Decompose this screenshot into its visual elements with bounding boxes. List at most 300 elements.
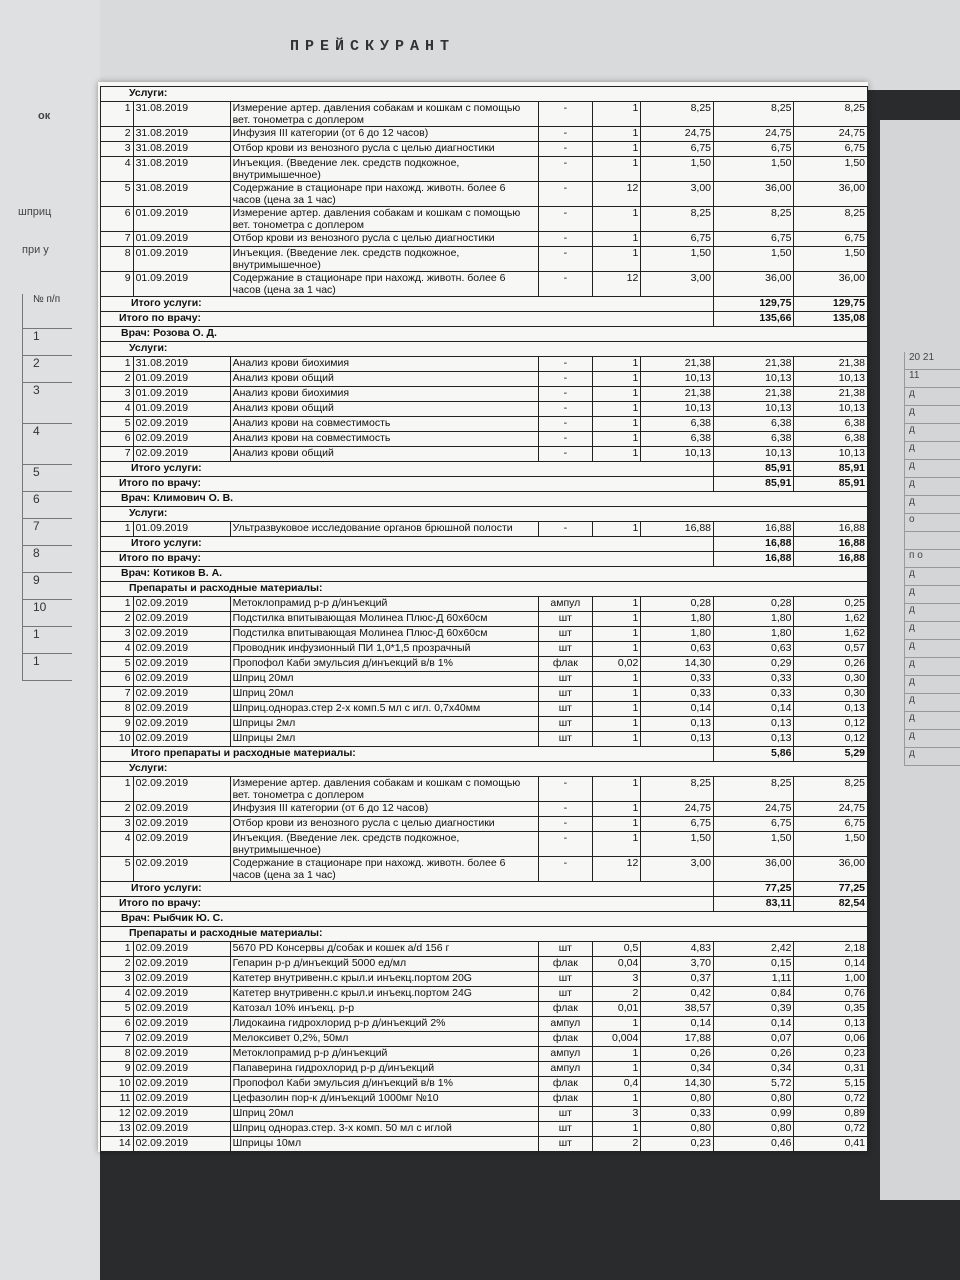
row-unit: шт: [538, 702, 592, 717]
doctor-name: Врач: Розова О. Д.: [101, 327, 868, 342]
total-sum-discounted: 85,91: [794, 477, 868, 492]
row-index: 14: [101, 1137, 134, 1152]
row-unit: -: [538, 417, 592, 432]
table-row: [101, 1137, 868, 1152]
row-description: Анализ крови биохимия: [230, 357, 538, 372]
row-quantity: 0,4: [592, 1077, 640, 1092]
row-sum-discounted: 0,13: [794, 702, 868, 717]
row-sum-discounted: 1,62: [794, 627, 868, 642]
price-list-page: [98, 82, 868, 1152]
table-row: [101, 972, 868, 987]
row-price: 10,13: [641, 372, 714, 387]
table-row: [101, 802, 868, 817]
row-index: 2: [101, 127, 134, 142]
row-quantity: 1: [592, 687, 640, 702]
row-index: 13: [101, 1122, 134, 1137]
row-description: Инъекция. (Введение лек. средств подкожное, внутримышечное): [230, 157, 538, 182]
subtotal-row: [101, 462, 868, 477]
row-index: 2: [101, 372, 134, 387]
row-quantity: 1: [592, 387, 640, 402]
row-price: 1,80: [641, 612, 714, 627]
row-date: 02.09.2019: [133, 732, 230, 747]
row-unit: -: [538, 857, 592, 882]
right-grid-cell: п о: [904, 550, 960, 568]
row-sum: 36,00: [714, 272, 794, 297]
total-label: Итого по врачу:: [101, 477, 714, 492]
row-price: 3,70: [641, 957, 714, 972]
row-description: Шприц 20мл: [230, 687, 538, 702]
right-grid-cell: д: [904, 730, 960, 748]
row-date: 02.09.2019: [133, 432, 230, 447]
row-sum: 0,99: [714, 1107, 794, 1122]
row-description: Катозал 10% инъекц. р-р: [230, 1002, 538, 1017]
row-sum-discounted: 0,23: [794, 1047, 868, 1062]
left-grid-cell: 1: [22, 654, 72, 681]
row-sum: 0,33: [714, 687, 794, 702]
row-sum: 10,13: [714, 402, 794, 417]
row-sum: 0,15: [714, 957, 794, 972]
row-description: Содержание в стационаре при нахожд. животн. более 6 часов (цена за 1 час): [230, 857, 538, 882]
table-row: [101, 182, 868, 207]
row-price: 3,00: [641, 857, 714, 882]
row-sum-discounted: 0,41: [794, 1137, 868, 1152]
row-price: 0,63: [641, 642, 714, 657]
row-price: 38,57: [641, 1002, 714, 1017]
row-unit: -: [538, 447, 592, 462]
row-date: 31.08.2019: [133, 182, 230, 207]
row-date: 02.09.2019: [133, 672, 230, 687]
row-date: 02.09.2019: [133, 857, 230, 882]
row-price: 21,38: [641, 387, 714, 402]
row-unit: -: [538, 372, 592, 387]
row-sum-discounted: 0,31: [794, 1062, 868, 1077]
row-price: 6,75: [641, 142, 714, 157]
row-unit: шт: [538, 732, 592, 747]
row-sum: 0,14: [714, 702, 794, 717]
row-date: 31.08.2019: [133, 157, 230, 182]
row-price: 16,88: [641, 522, 714, 537]
right-grid-cell: д: [904, 676, 960, 694]
row-unit: -: [538, 432, 592, 447]
row-sum-discounted: 21,38: [794, 387, 868, 402]
table-row: [101, 702, 868, 717]
row-sum-discounted: 16,88: [794, 522, 868, 537]
price-table: [100, 86, 868, 1152]
row-quantity: 1: [592, 102, 640, 127]
table-row: [101, 1032, 868, 1047]
row-sum: 0,13: [714, 732, 794, 747]
row-unit: -: [538, 402, 592, 417]
side-text-1: шприц: [18, 206, 52, 218]
row-price: 8,25: [641, 207, 714, 232]
row-sum: 10,13: [714, 447, 794, 462]
row-index: 4: [101, 402, 134, 417]
row-unit: ампул: [538, 1017, 592, 1032]
row-price: 3,00: [641, 272, 714, 297]
row-sum: 6,75: [714, 142, 794, 157]
row-description: Отбор крови из венозного русла с целью диагностики: [230, 232, 538, 247]
row-date: 02.09.2019: [133, 687, 230, 702]
row-sum: 0,26: [714, 1047, 794, 1062]
row-sum-discounted: 0,30: [794, 672, 868, 687]
section-label: Препараты и расходные материалы:: [101, 582, 868, 597]
row-index: 6: [101, 1017, 134, 1032]
section-label: Препараты и расходные материалы:: [101, 927, 868, 942]
left-grid-cell: 8: [22, 546, 72, 573]
row-quantity: 1: [592, 247, 640, 272]
table-row: [101, 612, 868, 627]
row-description: Катетер внутривенн.с крыл.и инъекц.портом 20G: [230, 972, 538, 987]
table-row: [101, 1092, 868, 1107]
row-sum: 6,75: [714, 232, 794, 247]
right-grid-cell: д: [904, 496, 960, 514]
table-row: [101, 1122, 868, 1137]
total-label: Итого услуги:: [101, 537, 714, 552]
row-sum-discounted: 1,50: [794, 157, 868, 182]
total-label: Итого по врачу:: [101, 312, 714, 327]
row-date: 02.09.2019: [133, 597, 230, 612]
row-quantity: 1: [592, 717, 640, 732]
row-unit: шт: [538, 1137, 592, 1152]
table-row: [101, 987, 868, 1002]
row-price: 8,25: [641, 777, 714, 802]
row-date: 31.08.2019: [133, 127, 230, 142]
row-date: 02.09.2019: [133, 657, 230, 672]
right-grid-cell: о: [904, 514, 960, 532]
row-sum: 0,34: [714, 1062, 794, 1077]
row-sum-discounted: 0,30: [794, 687, 868, 702]
row-unit: шт: [538, 987, 592, 1002]
row-index: 2: [101, 802, 134, 817]
row-sum: 21,38: [714, 387, 794, 402]
doctor-name: Врач: Климович О. В.: [101, 492, 868, 507]
row-description: Инфузия III категории (от 6 до 12 часов): [230, 802, 538, 817]
row-price: 4,83: [641, 942, 714, 957]
row-description: Анализ крови общий: [230, 402, 538, 417]
row-quantity: 0,5: [592, 942, 640, 957]
row-sum-discounted: 8,25: [794, 102, 868, 127]
right-grid-header: 20 21: [904, 352, 960, 370]
subtotal-row: [101, 882, 868, 897]
row-index: 3: [101, 142, 134, 157]
doctor-total-row: [101, 477, 868, 492]
total-label: Итого по врачу:: [101, 552, 714, 567]
row-description: Инфузия III категории (от 6 до 12 часов): [230, 127, 538, 142]
total-sum: 85,91: [714, 462, 794, 477]
row-unit: флак: [538, 657, 592, 672]
table-row: [101, 817, 868, 832]
table-row: [101, 1062, 868, 1077]
right-grid-cell: д: [904, 640, 960, 658]
table-row: [101, 957, 868, 972]
row-sum: 0,28: [714, 597, 794, 612]
row-date: 02.09.2019: [133, 1002, 230, 1017]
row-date: 02.09.2019: [133, 1047, 230, 1062]
row-quantity: 1: [592, 802, 640, 817]
row-sum-discounted: 0,35: [794, 1002, 868, 1017]
row-description: Подстилка впитывающая Молинеа Плюс-Д 60х60см: [230, 612, 538, 627]
section-label: Услуги:: [101, 87, 868, 102]
row-unit: ампул: [538, 597, 592, 612]
row-description: Шприцы 2мл: [230, 717, 538, 732]
row-sum: 1,50: [714, 157, 794, 182]
total-label: Итого услуги:: [101, 882, 714, 897]
left-grid-rows: [22, 329, 72, 681]
row-index: 5: [101, 857, 134, 882]
row-sum-discounted: 10,13: [794, 402, 868, 417]
total-sum: 85,91: [714, 477, 794, 492]
section-label: Услуги:: [101, 342, 868, 357]
row-sum: 36,00: [714, 182, 794, 207]
right-grid-rows: [904, 370, 960, 766]
total-sum: 77,25: [714, 882, 794, 897]
row-description: Отбор крови из венозного русла с целью диагностики: [230, 817, 538, 832]
row-index: 4: [101, 832, 134, 857]
table-row: [101, 687, 868, 702]
row-quantity: 3: [592, 1107, 640, 1122]
row-sum: 0,33: [714, 672, 794, 687]
row-description: Лидокаина гидрохлорид р-р д/инъекций 2%: [230, 1017, 538, 1032]
right-grid-cell: д: [904, 568, 960, 586]
row-unit: -: [538, 232, 592, 247]
section-header: [101, 927, 868, 942]
row-description: Шприц.однораз.стер 2-х комп.5 мл с игл. 0,7х40мм: [230, 702, 538, 717]
subtotal-row: [101, 747, 868, 762]
row-unit: -: [538, 142, 592, 157]
right-grid-cell: д: [904, 622, 960, 640]
row-price: 0,33: [641, 672, 714, 687]
row-price: 24,75: [641, 802, 714, 817]
row-index: 3: [101, 627, 134, 642]
total-sum-discounted: 135,08: [794, 312, 868, 327]
row-index: 6: [101, 672, 134, 687]
row-quantity: 0,004: [592, 1032, 640, 1047]
row-index: 5: [101, 182, 134, 207]
row-price: 0,13: [641, 717, 714, 732]
row-quantity: 12: [592, 857, 640, 882]
table-row: [101, 657, 868, 672]
row-price: 0,23: [641, 1137, 714, 1152]
row-sum-discounted: 1,62: [794, 612, 868, 627]
total-sum: 83,11: [714, 897, 794, 912]
row-date: 01.09.2019: [133, 372, 230, 387]
row-unit: шт: [538, 687, 592, 702]
row-index: 2: [101, 957, 134, 972]
row-price: 14,30: [641, 1077, 714, 1092]
right-grid-cell: д: [904, 460, 960, 478]
total-sum-discounted: 16,88: [794, 537, 868, 552]
table-row: [101, 157, 868, 182]
doctor-header: [101, 327, 868, 342]
table-row: [101, 1017, 868, 1032]
row-quantity: 1: [592, 447, 640, 462]
row-date: 02.09.2019: [133, 1122, 230, 1137]
row-price: 0,37: [641, 972, 714, 987]
table-row: [101, 1077, 868, 1092]
section-label: Услуги:: [101, 762, 868, 777]
row-date: 02.09.2019: [133, 1107, 230, 1122]
row-index: 3: [101, 387, 134, 402]
row-unit: -: [538, 817, 592, 832]
table-row: [101, 1002, 868, 1017]
row-index: 7: [101, 1032, 134, 1047]
total-sum: 16,88: [714, 537, 794, 552]
row-quantity: 1: [592, 832, 640, 857]
subtotal-row: [101, 537, 868, 552]
row-date: 02.09.2019: [133, 627, 230, 642]
subtotal-row: [101, 297, 868, 312]
row-description: Шприцы 2мл: [230, 732, 538, 747]
row-quantity: 1: [592, 1047, 640, 1062]
doctor-header: [101, 567, 868, 582]
row-index: 10: [101, 1077, 134, 1092]
doctor-name: Врач: Рыбчик Ю. С.: [101, 912, 868, 927]
row-date: 31.08.2019: [133, 102, 230, 127]
row-index: 1: [101, 942, 134, 957]
row-index: 1: [101, 357, 134, 372]
row-date: 02.09.2019: [133, 702, 230, 717]
row-sum: 0,46: [714, 1137, 794, 1152]
row-description: Анализ крови биохимия: [230, 387, 538, 402]
row-date: 02.09.2019: [133, 1062, 230, 1077]
row-quantity: 2: [592, 987, 640, 1002]
section-header: [101, 762, 868, 777]
row-price: 24,75: [641, 127, 714, 142]
total-sum: 16,88: [714, 552, 794, 567]
left-grid-header: № п/п: [22, 294, 72, 329]
row-sum-discounted: 24,75: [794, 802, 868, 817]
row-unit: -: [538, 102, 592, 127]
row-date: 01.09.2019: [133, 272, 230, 297]
row-sum: 0,84: [714, 987, 794, 1002]
row-index: 9: [101, 717, 134, 732]
row-unit: флак: [538, 1092, 592, 1107]
total-sum: 135,66: [714, 312, 794, 327]
row-date: 31.08.2019: [133, 357, 230, 372]
row-description: Гепарин р-р д/инъекций 5000 ед/мл: [230, 957, 538, 972]
row-sum: 1,11: [714, 972, 794, 987]
row-sum-discounted: 6,38: [794, 417, 868, 432]
row-sum-discounted: 8,25: [794, 777, 868, 802]
row-description: Шприц 20мл: [230, 672, 538, 687]
row-price: 6,75: [641, 817, 714, 832]
row-quantity: 1: [592, 232, 640, 247]
row-unit: флак: [538, 1032, 592, 1047]
left-grid-cell: 4: [22, 424, 72, 465]
row-price: 10,13: [641, 447, 714, 462]
row-date: 01.09.2019: [133, 247, 230, 272]
doctor-total-row: [101, 552, 868, 567]
table-row: [101, 402, 868, 417]
row-quantity: 1: [592, 702, 640, 717]
row-sum-discounted: 10,13: [794, 372, 868, 387]
row-sum: 0,80: [714, 1122, 794, 1137]
row-price: 0,28: [641, 597, 714, 612]
row-sum: 0,39: [714, 1002, 794, 1017]
row-sum-discounted: 36,00: [794, 182, 868, 207]
row-price: 0,80: [641, 1122, 714, 1137]
table-row: [101, 1107, 868, 1122]
row-sum-discounted: 6,75: [794, 817, 868, 832]
row-description: Измерение артер. давления собакам и кошкам с помощью вет. тонометра с доплером: [230, 207, 538, 232]
total-label: Итого препараты и расходные материалы:: [101, 747, 714, 762]
row-date: 02.09.2019: [133, 802, 230, 817]
right-grid-cell: д: [904, 748, 960, 766]
row-quantity: 1: [592, 207, 640, 232]
row-index: 3: [101, 817, 134, 832]
row-date: 02.09.2019: [133, 817, 230, 832]
row-sum: 24,75: [714, 127, 794, 142]
row-sum: 2,42: [714, 942, 794, 957]
row-quantity: 1: [592, 142, 640, 157]
left-background-grid: [22, 294, 72, 681]
total-sum-discounted: 85,91: [794, 462, 868, 477]
side-text-2: при у: [22, 244, 49, 256]
row-quantity: 1: [592, 612, 640, 627]
table-row: [101, 717, 868, 732]
row-date: 02.09.2019: [133, 717, 230, 732]
row-quantity: 3: [592, 972, 640, 987]
row-index: 5: [101, 417, 134, 432]
total-sum-discounted: 77,25: [794, 882, 868, 897]
row-quantity: 2: [592, 1137, 640, 1152]
row-unit: -: [538, 777, 592, 802]
table-row: [101, 432, 868, 447]
row-description: Анализ крови на совместимость: [230, 417, 538, 432]
row-price: 17,88: [641, 1032, 714, 1047]
right-grid-cell: д: [904, 712, 960, 730]
table-row: [101, 127, 868, 142]
doctor-header: [101, 492, 868, 507]
row-date: 02.09.2019: [133, 972, 230, 987]
row-sum-discounted: 24,75: [794, 127, 868, 142]
row-description: Цефазолин пор-к д/инъекций 1000мг №10: [230, 1092, 538, 1107]
row-sum-discounted: 0,06: [794, 1032, 868, 1047]
row-index: 6: [101, 432, 134, 447]
doctor-header: [101, 912, 868, 927]
row-sum-discounted: 0,12: [794, 717, 868, 732]
left-grid-cell: 5: [22, 465, 72, 492]
row-description: Содержание в стационаре при нахожд. животн. более 6 часов (цена за 1 час): [230, 272, 538, 297]
table-row: [101, 857, 868, 882]
row-sum: 8,25: [714, 777, 794, 802]
right-grid-cell: д: [904, 406, 960, 424]
row-sum: 6,38: [714, 417, 794, 432]
right-grid-cell: 11: [904, 370, 960, 388]
left-grid-cell: 1: [22, 627, 72, 654]
row-unit: ампул: [538, 1062, 592, 1077]
row-description: Инъекция. (Введение лек. средств подкожное, внутримышечное): [230, 832, 538, 857]
row-price: 0,34: [641, 1062, 714, 1077]
total-sum-discounted: 82,54: [794, 897, 868, 912]
row-quantity: 0,01: [592, 1002, 640, 1017]
row-unit: -: [538, 182, 592, 207]
left-grid-cell: 7: [22, 519, 72, 546]
row-price: 0,33: [641, 1107, 714, 1122]
row-date: 02.09.2019: [133, 942, 230, 957]
total-sum: 129,75: [714, 297, 794, 312]
row-sum-discounted: 0,13: [794, 1017, 868, 1032]
row-description: Ультразвуковое исследование органов брюшной полости: [230, 522, 538, 537]
row-sum: 0,13: [714, 717, 794, 732]
right-background-grid: [904, 352, 960, 766]
left-grid-cell: 10: [22, 600, 72, 627]
row-sum-discounted: 6,75: [794, 232, 868, 247]
row-description: Пропофол Каби эмульсия д/инъекций в/в 1%: [230, 1077, 538, 1092]
row-date: 02.09.2019: [133, 642, 230, 657]
row-index: 4: [101, 157, 134, 182]
row-sum: 0,80: [714, 1092, 794, 1107]
